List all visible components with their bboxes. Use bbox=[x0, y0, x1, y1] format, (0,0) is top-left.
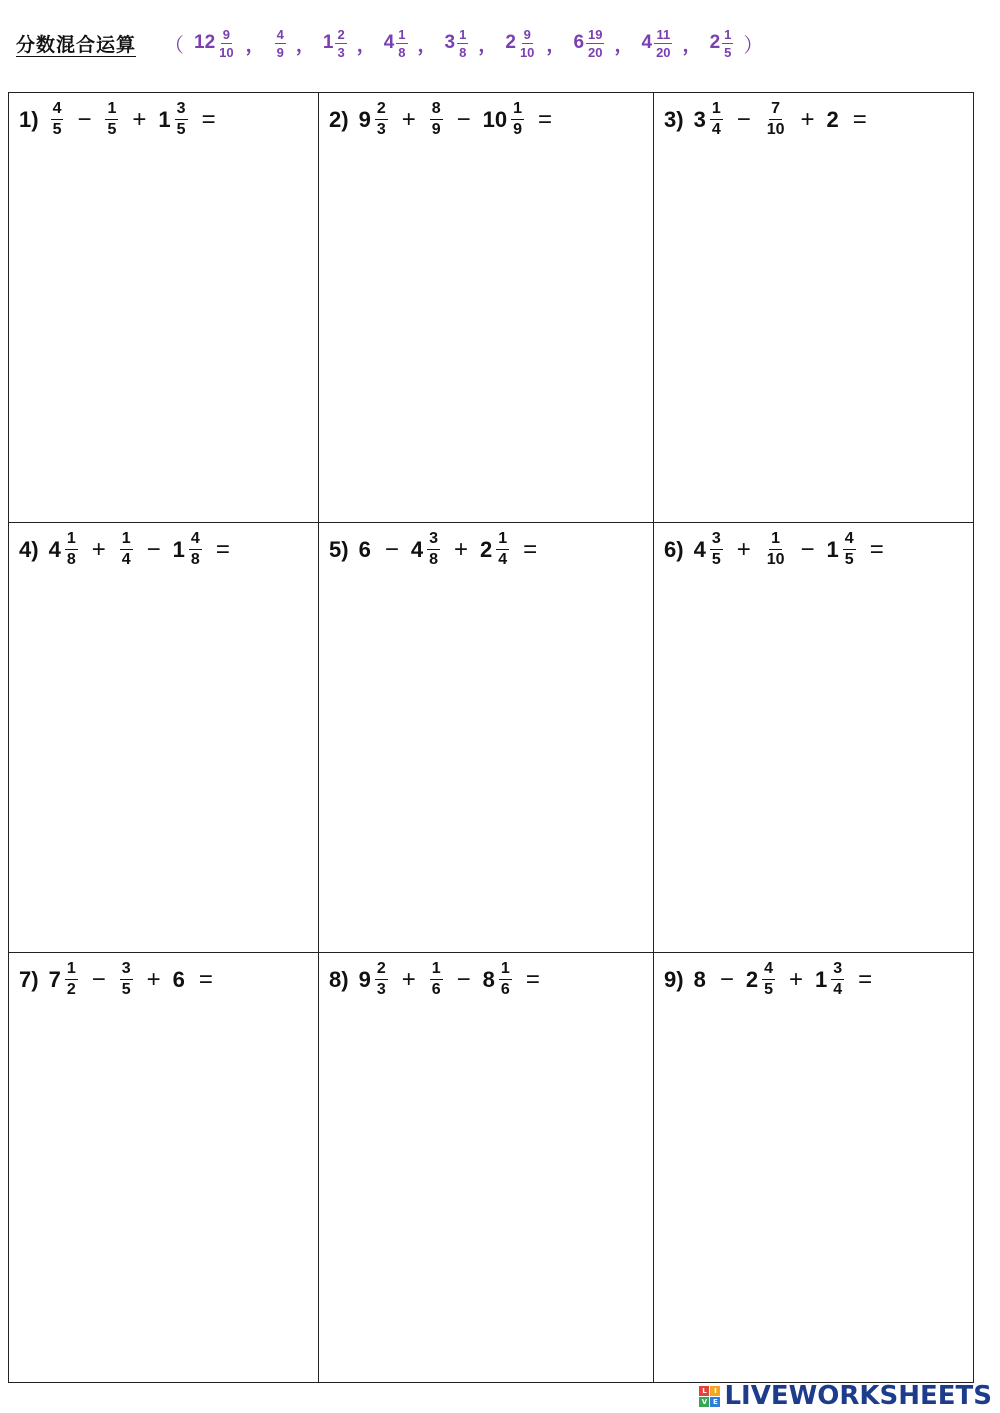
answer-mixed-number bbox=[445, 28, 471, 59]
answer-denominator: 5 bbox=[724, 44, 732, 60]
liveworksheets-logo bbox=[699, 1381, 992, 1411]
problem-number: 7) bbox=[19, 966, 39, 992]
answer-separator: ， bbox=[546, 34, 566, 56]
term-mixed-number bbox=[158, 101, 189, 138]
problem-number: 8) bbox=[329, 966, 349, 992]
logo-blocks-icon bbox=[699, 1386, 720, 1407]
term-denominator: 8 bbox=[66, 551, 76, 568]
term-fraction bbox=[120, 531, 133, 568]
logo-block: E bbox=[710, 1397, 720, 1407]
term-numerator: 7 bbox=[769, 101, 782, 120]
term-fraction bbox=[430, 101, 443, 138]
term-mixed-number bbox=[763, 101, 789, 138]
term-fraction bbox=[105, 101, 118, 138]
term-numerator: 1 bbox=[430, 961, 443, 980]
term-fraction bbox=[65, 531, 78, 568]
answer-denominator: 10 bbox=[519, 44, 535, 60]
problem-cell-3[interactable] bbox=[654, 93, 973, 523]
answer-whole: 3 bbox=[444, 32, 456, 53]
term-mixed-number bbox=[428, 961, 445, 998]
answer-fraction bbox=[396, 28, 407, 59]
problem-number: 5) bbox=[329, 536, 349, 562]
term-numerator: 2 bbox=[375, 961, 388, 980]
term-denominator: 4 bbox=[711, 121, 721, 138]
term-fraction bbox=[499, 961, 512, 998]
whole-number: 8 bbox=[693, 966, 706, 992]
answer-separator: ， bbox=[417, 34, 437, 56]
term-mixed-number bbox=[118, 531, 135, 568]
term-denominator: 5 bbox=[844, 551, 854, 568]
term-whole: 9 bbox=[358, 966, 371, 992]
answer-fraction bbox=[654, 28, 672, 59]
operator: − bbox=[456, 105, 471, 133]
term-whole: 7 bbox=[48, 966, 61, 992]
answer-denominator: 8 bbox=[459, 44, 467, 60]
term-whole: 1 bbox=[172, 536, 185, 562]
answer-separator: ， bbox=[478, 34, 498, 56]
term-numerator: 1 bbox=[65, 531, 78, 550]
term-numerator: 4 bbox=[51, 101, 64, 120]
answer-numerator: 9 bbox=[222, 26, 230, 42]
term-mixed-number bbox=[746, 961, 777, 998]
term-denominator: 9 bbox=[513, 121, 523, 138]
answer-bank bbox=[162, 28, 763, 59]
term-whole: 8 bbox=[482, 966, 495, 992]
answer-numerator: 1 bbox=[398, 26, 406, 42]
problem-cell-7[interactable] bbox=[9, 953, 319, 1382]
term-fraction bbox=[765, 101, 787, 138]
problem-cell-2[interactable] bbox=[319, 93, 654, 523]
problem-number: 2) bbox=[329, 106, 349, 132]
term-denominator: 10 bbox=[766, 551, 785, 568]
term-fraction bbox=[427, 531, 440, 568]
answer-numerator: 11 bbox=[656, 26, 671, 42]
term-mixed-number bbox=[118, 961, 135, 998]
answer-fraction bbox=[457, 28, 468, 59]
answer-bank-close-paren: ） bbox=[743, 34, 764, 57]
term-numerator: 3 bbox=[710, 531, 723, 550]
term-whole: 10 bbox=[482, 106, 508, 132]
problem-number: 6) bbox=[664, 536, 684, 562]
problem-cell-5[interactable] bbox=[319, 523, 654, 953]
term-numerator: 1 bbox=[105, 101, 118, 120]
equals-sign: = bbox=[198, 965, 213, 993]
answer-fraction bbox=[335, 28, 346, 59]
problem-cell-1[interactable] bbox=[9, 93, 319, 523]
term-mixed-number bbox=[763, 531, 789, 568]
term-fraction bbox=[430, 961, 443, 998]
term-fraction bbox=[375, 101, 388, 138]
problem-cell-9[interactable] bbox=[654, 953, 973, 1382]
operator: − bbox=[736, 105, 751, 133]
operator: + bbox=[800, 105, 815, 133]
problem-expression bbox=[664, 961, 872, 998]
term-fraction bbox=[710, 101, 723, 138]
answer-numerator: 2 bbox=[337, 26, 345, 42]
problem-expression bbox=[19, 961, 213, 998]
operator: − bbox=[146, 535, 161, 563]
term-numerator: 1 bbox=[499, 961, 512, 980]
equals-sign: = bbox=[852, 105, 867, 133]
term-fraction bbox=[496, 531, 509, 568]
answer-denominator: 10 bbox=[219, 44, 234, 60]
answer-numerator: 1 bbox=[724, 26, 732, 42]
answer-whole: 2 bbox=[709, 32, 721, 53]
term-denominator: 10 bbox=[766, 121, 785, 138]
term-fraction bbox=[831, 961, 844, 998]
answer-denominator: 9 bbox=[276, 44, 284, 60]
whole-number: 2 bbox=[826, 106, 839, 132]
term-numerator: 8 bbox=[430, 101, 443, 120]
answer-denominator: 3 bbox=[337, 44, 345, 60]
header bbox=[16, 18, 763, 68]
term-fraction bbox=[843, 531, 856, 568]
answer-mixed-number bbox=[273, 28, 288, 59]
term-whole: 2 bbox=[480, 536, 493, 562]
term-denominator: 4 bbox=[833, 981, 843, 998]
answer-whole: 2 bbox=[505, 32, 516, 53]
term-fraction bbox=[175, 101, 188, 138]
answer-whole: 6 bbox=[573, 32, 585, 53]
problem-cell-4[interactable] bbox=[9, 523, 319, 953]
answer-separator: ， bbox=[614, 34, 634, 56]
term-denominator: 5 bbox=[107, 121, 117, 138]
answer-fraction bbox=[518, 28, 536, 59]
answer-numerator: 4 bbox=[276, 26, 284, 42]
answer-whole: 4 bbox=[383, 32, 395, 53]
term-mixed-number bbox=[694, 531, 725, 568]
problem-expression bbox=[329, 101, 552, 138]
answer-denominator: 8 bbox=[398, 44, 406, 60]
term-numerator: 1 bbox=[120, 531, 133, 550]
term-mixed-number bbox=[49, 961, 80, 998]
whole-number: 6 bbox=[358, 536, 371, 562]
answer-numerator: 19 bbox=[588, 26, 603, 42]
term-denominator: 5 bbox=[176, 121, 186, 138]
whole-number: 6 bbox=[172, 966, 185, 992]
answer-mixed-number bbox=[323, 28, 349, 59]
operator: + bbox=[401, 105, 416, 133]
answer-separator: ， bbox=[245, 34, 265, 56]
operator: − bbox=[91, 965, 106, 993]
page-title: 分数混合运算 bbox=[16, 33, 137, 56]
problem-expression bbox=[664, 531, 884, 568]
operator: + bbox=[453, 535, 468, 563]
problem-cell-6[interactable] bbox=[654, 523, 973, 953]
problem-expression bbox=[329, 531, 537, 568]
term-fraction bbox=[765, 531, 787, 568]
term-whole: 2 bbox=[745, 966, 759, 992]
answer-mixed-number bbox=[642, 28, 675, 59]
answer-separator: ， bbox=[295, 34, 315, 56]
term-whole: 1 bbox=[158, 106, 171, 132]
term-numerator: 4 bbox=[762, 961, 775, 980]
term-mixed-number bbox=[49, 531, 80, 568]
term-whole: 4 bbox=[410, 536, 424, 562]
equals-sign: = bbox=[538, 105, 553, 133]
operator: + bbox=[132, 105, 147, 133]
term-denominator: 5 bbox=[121, 981, 131, 998]
equals-sign: = bbox=[201, 105, 216, 133]
term-denominator: 5 bbox=[711, 551, 721, 568]
term-numerator: 3 bbox=[427, 531, 440, 550]
term-mixed-number bbox=[428, 101, 445, 138]
problem-number: 4) bbox=[19, 536, 39, 562]
term-mixed-number bbox=[815, 961, 846, 998]
term-fraction bbox=[375, 961, 388, 998]
answer-fraction bbox=[722, 28, 733, 59]
term-mixed-number bbox=[173, 531, 204, 568]
answer-whole: 1 bbox=[322, 32, 334, 53]
term-denominator: 3 bbox=[376, 981, 386, 998]
operator: + bbox=[788, 965, 803, 993]
term-mixed-number bbox=[827, 531, 858, 568]
term-mixed-number bbox=[103, 101, 120, 138]
answer-separator: ， bbox=[682, 34, 702, 56]
answer-list bbox=[194, 28, 735, 59]
term-denominator: 4 bbox=[498, 551, 508, 568]
answer-fraction bbox=[275, 28, 286, 59]
answer-bank-open-paren: （ bbox=[164, 34, 185, 57]
term-mixed-number bbox=[483, 101, 526, 138]
term-mixed-number bbox=[483, 961, 514, 998]
term-denominator: 2 bbox=[66, 981, 76, 998]
answer-denominator: 20 bbox=[588, 44, 603, 60]
problem-expression bbox=[19, 531, 230, 568]
problem-expression bbox=[329, 961, 540, 998]
term-mixed-number bbox=[49, 101, 66, 138]
term-fraction bbox=[710, 531, 723, 568]
term-numerator: 2 bbox=[375, 101, 388, 120]
term-numerator: 1 bbox=[496, 531, 509, 550]
equals-sign: = bbox=[858, 965, 873, 993]
term-numerator: 1 bbox=[769, 531, 782, 550]
term-denominator: 5 bbox=[764, 981, 773, 998]
answer-numerator: 1 bbox=[459, 26, 467, 42]
problem-number: 1) bbox=[19, 106, 39, 132]
term-numerator: 4 bbox=[843, 531, 856, 550]
term-fraction bbox=[120, 961, 133, 998]
problem-expression bbox=[19, 101, 216, 138]
term-numerator: 1 bbox=[511, 101, 524, 120]
term-whole: 4 bbox=[48, 536, 61, 562]
term-mixed-number bbox=[359, 101, 390, 138]
term-whole: 3 bbox=[693, 106, 706, 132]
problem-cell-8[interactable] bbox=[319, 953, 654, 1382]
answer-whole: 4 bbox=[641, 32, 653, 53]
answer-separator: ， bbox=[356, 34, 376, 56]
answer-mixed-number bbox=[710, 28, 736, 59]
term-whole: 4 bbox=[693, 536, 706, 562]
operator: − bbox=[800, 535, 815, 563]
term-mixed-number bbox=[359, 961, 390, 998]
operator: − bbox=[719, 965, 734, 993]
term-fraction bbox=[65, 961, 78, 998]
term-numerator: 3 bbox=[120, 961, 133, 980]
problem-number: 9) bbox=[664, 966, 684, 992]
answer-numerator: 9 bbox=[523, 26, 531, 42]
term-numerator: 4 bbox=[189, 531, 202, 550]
term-fraction bbox=[189, 531, 202, 568]
answer-mixed-number bbox=[573, 28, 606, 59]
term-mixed-number bbox=[480, 531, 511, 568]
term-denominator: 8 bbox=[429, 551, 438, 568]
term-denominator: 9 bbox=[431, 121, 441, 138]
operator: + bbox=[91, 535, 106, 563]
term-denominator: 4 bbox=[121, 551, 131, 568]
term-numerator: 1 bbox=[65, 961, 78, 980]
problem-number: 3) bbox=[664, 106, 684, 132]
term-fraction bbox=[762, 961, 775, 998]
term-numerator: 3 bbox=[175, 101, 188, 120]
answer-denominator: 20 bbox=[656, 44, 671, 60]
term-whole: 9 bbox=[358, 106, 371, 132]
equals-sign: = bbox=[869, 535, 884, 563]
term-denominator: 3 bbox=[376, 121, 386, 138]
term-denominator: 6 bbox=[431, 981, 441, 998]
equals-sign: = bbox=[215, 535, 230, 563]
operator: + bbox=[146, 965, 161, 993]
equals-sign: = bbox=[523, 535, 538, 563]
equals-sign: = bbox=[525, 965, 540, 993]
term-whole: 1 bbox=[826, 536, 839, 562]
answer-fraction bbox=[217, 28, 235, 59]
answer-fraction bbox=[586, 28, 604, 59]
operator: + bbox=[401, 965, 416, 993]
term-numerator: 3 bbox=[831, 961, 844, 980]
logo-block: V bbox=[699, 1397, 709, 1407]
term-fraction bbox=[511, 101, 524, 138]
term-denominator: 6 bbox=[500, 981, 510, 998]
term-mixed-number bbox=[411, 531, 442, 568]
answer-mixed-number bbox=[505, 28, 538, 59]
operator: + bbox=[736, 535, 751, 563]
logo-block: I bbox=[710, 1386, 720, 1396]
answer-mixed-number bbox=[384, 28, 410, 59]
problem-grid bbox=[8, 92, 974, 1383]
term-fraction bbox=[51, 101, 64, 138]
operator: − bbox=[384, 535, 399, 563]
term-denominator: 8 bbox=[190, 551, 200, 568]
operator: − bbox=[456, 965, 471, 993]
term-mixed-number bbox=[694, 101, 725, 138]
answer-whole: 12 bbox=[194, 32, 216, 53]
term-numerator: 1 bbox=[710, 101, 723, 120]
term-whole: 1 bbox=[815, 966, 828, 992]
term-denominator: 5 bbox=[52, 121, 62, 138]
logo-text: LIVEWORKSHEETS bbox=[724, 1381, 992, 1411]
logo-block: L bbox=[699, 1386, 709, 1396]
problem-expression bbox=[664, 101, 867, 138]
answer-mixed-number bbox=[194, 28, 238, 59]
operator: − bbox=[77, 105, 92, 133]
